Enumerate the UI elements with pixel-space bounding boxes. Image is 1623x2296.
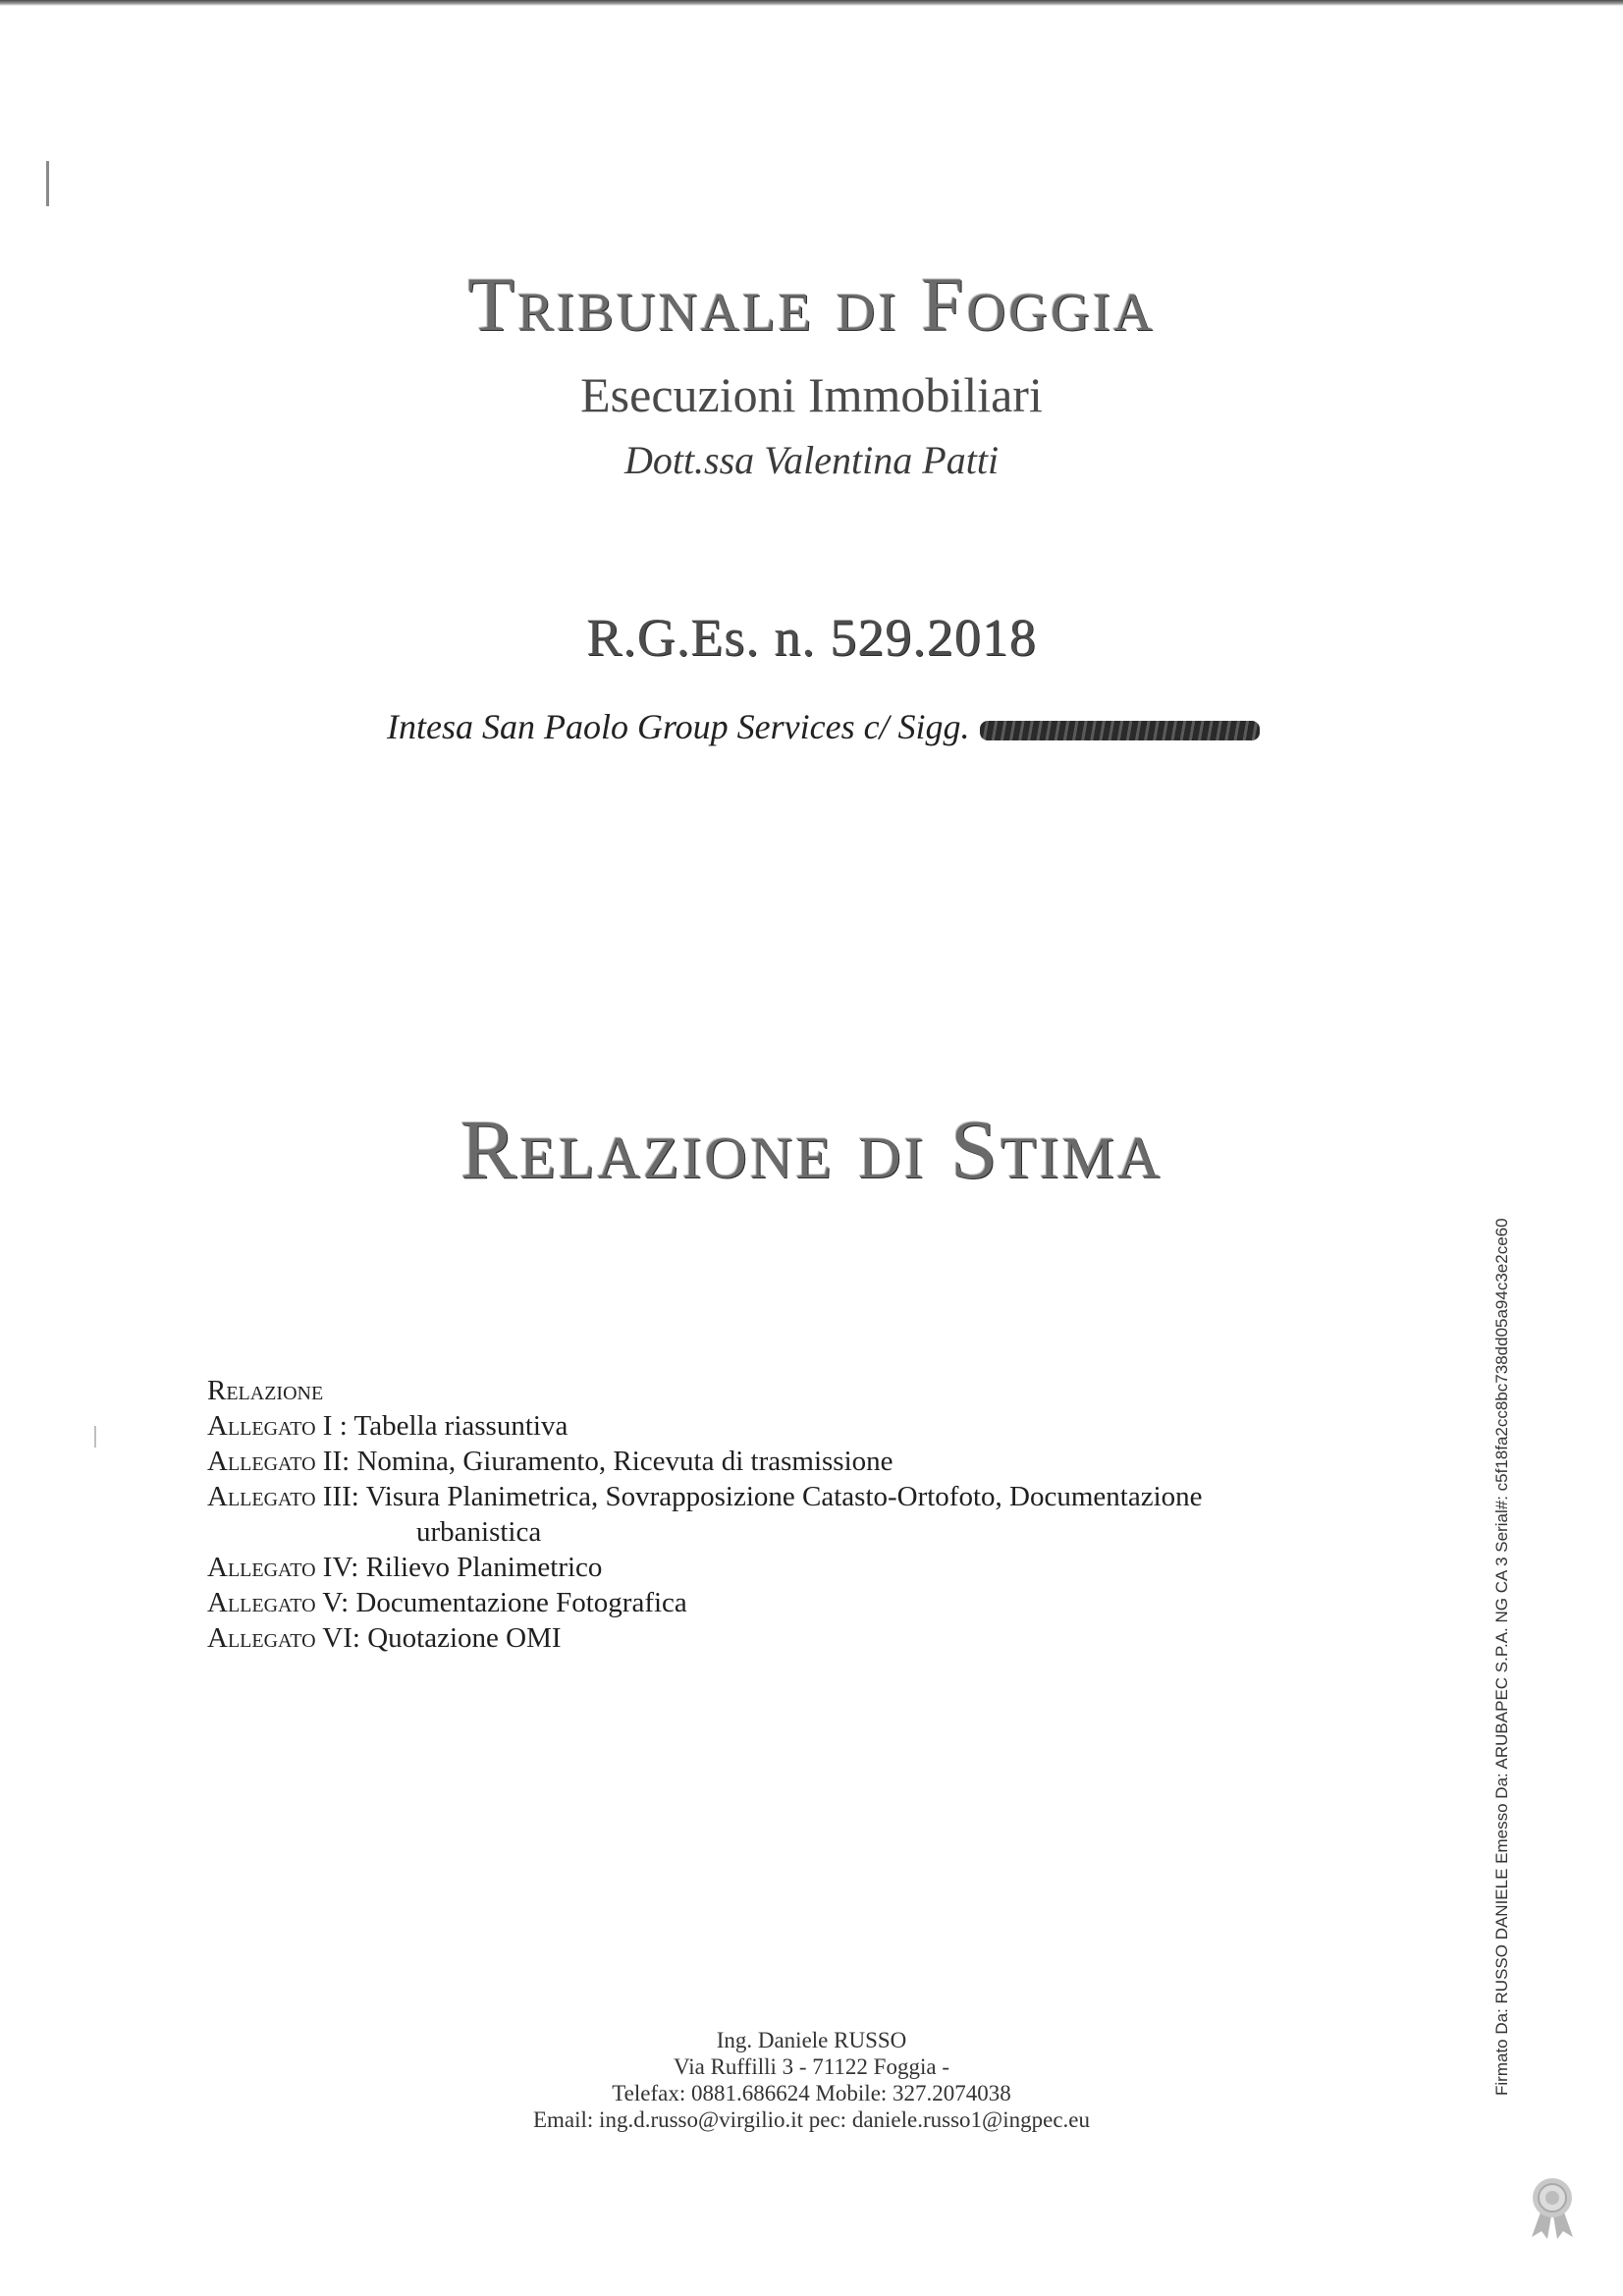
toc-item — [207, 1620, 1434, 1656]
toc-label: Allegato VI: — [207, 1622, 360, 1654]
toc-text: Rilievo Planimetrico — [365, 1552, 603, 1583]
toc-item — [207, 1408, 1434, 1444]
rosette-seal-icon — [1518, 2172, 1587, 2241]
toc-item — [207, 1479, 1434, 1514]
toc-label: Allegato I : — [207, 1410, 348, 1442]
author-address: Via Ruffilli 3 - 71122 Foggia - — [674, 2054, 949, 2079]
attachments-list — [207, 1373, 1434, 1656]
author-block — [0, 2027, 1623, 2133]
court-section: Esecuzioni Immobiliari — [580, 367, 1043, 422]
toc-label: Allegato V: — [207, 1587, 350, 1618]
parties-text: Intesa San Paolo Group Services c/ Sigg. — [387, 707, 970, 746]
toc-text: Nomina, Giuramento, Ricevuta di trasmissione — [356, 1446, 893, 1477]
toc-label: Allegato III: — [207, 1481, 359, 1512]
toc-text: Documentazione Fotografica — [355, 1587, 687, 1618]
toc-item — [207, 1444, 1434, 1479]
court-title: Tribunale di Foggia — [467, 261, 1156, 347]
author-emails: Email: ing.d.russo@virgilio.it pec: daniele.russo1@ingpec.eu — [532, 2107, 1090, 2132]
judge-name: Dott.ssa Valentina Patti — [623, 438, 1000, 482]
case-number: R.G.Es. n. 529.2018 — [586, 608, 1037, 667]
digital-signature-text: Firmato Da: RUSSO DANIELE Emesso Da: ARUBAPEC S.P.A. NG CA 3 Serial#: c5f18fa2cc8bc738dd05a94c3e2ce60 — [1492, 1218, 1511, 2097]
toc-text: Quotazione OMI — [367, 1622, 562, 1654]
case-parties — [387, 703, 1260, 750]
scan-speck — [94, 1426, 96, 1448]
toc-item — [207, 1550, 1434, 1585]
author-phones: Telefax: 0881.686624 Mobile: 327.2074038 — [612, 2081, 1011, 2105]
author-name: Ing. Daniele RUSSO — [716, 2028, 907, 2052]
toc-item-continuation: urbanistica — [416, 1516, 542, 1548]
toc-label: Relazione — [207, 1375, 324, 1406]
toc-text: Visura Planimetrica, Sovrapposizione Catasto-Ortofoto, Documentazione — [365, 1481, 1203, 1512]
toc-label: Allegato II: — [207, 1446, 351, 1477]
toc-item — [207, 1585, 1434, 1620]
toc-item — [207, 1373, 1434, 1408]
redacted-name — [980, 721, 1260, 740]
toc-label: Allegato IV: — [207, 1552, 359, 1583]
scan-speck — [46, 161, 49, 206]
scan-edge — [0, 0, 1623, 6]
report-title: Relazione di Stima — [460, 1102, 1163, 1196]
toc-text: Tabella riassuntiva — [353, 1410, 568, 1442]
